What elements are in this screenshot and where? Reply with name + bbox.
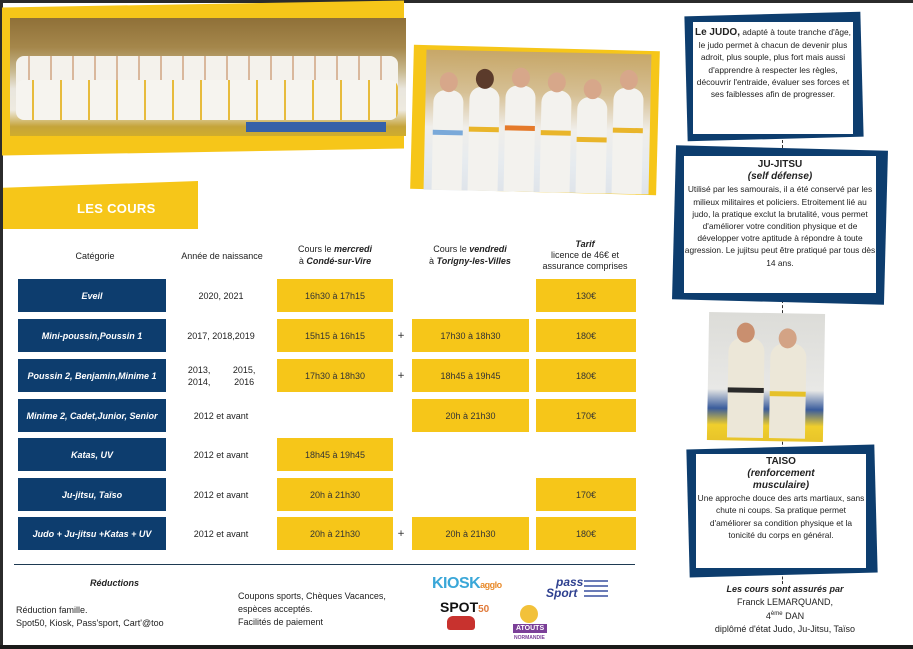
category-cell (18, 438, 166, 471)
judo-box-title: Le JUDO, (694, 27, 740, 38)
category-line: Poussin 1 (99, 330, 143, 341)
spot50-logo-num: 50 (478, 604, 490, 615)
rank-text: DAN (785, 611, 805, 621)
instructor-rank (690, 608, 880, 623)
passsport-logo (546, 577, 583, 599)
frame-top (0, 0, 913, 3)
year-line: 2017, 2018, (187, 330, 235, 341)
category-line: Junior, Senior (97, 410, 158, 421)
friday-time-cell: 17h30 à 18h30 (412, 319, 529, 352)
passsport-logo-sport: Sport (546, 586, 578, 600)
header-text: Cours le (297, 244, 332, 254)
birth-year-cell (176, 279, 266, 312)
category-cell (18, 279, 166, 312)
payment-line: Coupons sports, Chèques Vacances, (238, 591, 386, 601)
category-line: Katas + UV (104, 528, 152, 539)
year-line: 2012 et avant (193, 489, 249, 500)
price-cell: 130€ (536, 279, 636, 312)
taiso-box-text: Une approche douce des arts martiaux, sans chute ni coups. Sa pratique permet d'améliorer sa condition physique et la tonicité du corps en général. (697, 493, 865, 540)
year-line: 2020, 2021 (198, 290, 244, 301)
plus-sign: + (397, 370, 405, 381)
header-wednesday (270, 243, 400, 267)
reductions-line: Spot50, Kiosk, Pass'sport, Cart'@too (16, 618, 164, 628)
header-place: Condé-sur-Vire (306, 256, 372, 266)
category-line: Ju-jitsu, Taïso (61, 489, 123, 500)
instructor-info (690, 583, 880, 635)
header-text: Cours le (433, 244, 467, 254)
reductions-title: Réductions (90, 578, 140, 588)
paren: ) (805, 480, 810, 492)
jujitsu-box (684, 156, 876, 293)
judo-box-text: adapté à toute tranche d'âge, le judo permet à chacun de devenir plus adroit, plus souple, plus fort mais aussi d'apprendre à respecter les règles, découvrir l'entraide, évaluer ses forces et ses faiblesses afin de progresser. (696, 27, 852, 100)
spot50-logo-text: SPOT (440, 599, 479, 615)
instructor-heading: Les cours sont assurés par (726, 584, 844, 594)
jujitsu-box-text: Utilisé par les samourais, il a été conservé par les milieux militaires et policiers. Etroitement lié au judo, la pratique exclut la brutalité, vous permet d'améliorer votre condition physique et de développer votre aptitude à répondre à toute agression. Le jujitsu peut être pratiqué par tous dès 14 ans. (684, 184, 876, 268)
atouts-subtext: NORMANDIE (514, 635, 545, 641)
header-day: mercredi (334, 244, 373, 254)
category-line: Minime 1 (118, 370, 157, 381)
year-line: 2019 (234, 330, 255, 341)
header-tarif (530, 239, 640, 272)
wednesday-time-cell: 20h à 21h30 (277, 517, 393, 550)
birth-year-cell (176, 359, 266, 392)
header-day: vendredi (469, 244, 507, 254)
category-line: Poussin 2, Benjamin, (27, 370, 118, 381)
category-line: Minime 2, Cadet, (26, 410, 98, 421)
year-line: 2015, 2016 (232, 364, 256, 387)
passsport-logo-pass: pass (556, 575, 584, 589)
divider (14, 564, 635, 565)
passsport-stripes-icon (584, 580, 608, 598)
jujitsu-box-subtitle: (self défense) (747, 171, 813, 183)
birth-year-cell (176, 478, 266, 511)
category-line: Judo + Ju-jitsu + (32, 528, 105, 539)
taiso-subtitle-2: musculaire (752, 480, 806, 492)
price-cell: 170€ (536, 478, 636, 511)
category-cell (18, 517, 166, 550)
jujitsu-box-title: JU-JITSU (757, 159, 803, 170)
kiosk-logo (432, 575, 502, 593)
header-birth-year: Année de naissance (181, 251, 263, 261)
instructor-diploma: diplômé d'état Judo, Ju-Jitsu, Taïso (714, 623, 856, 634)
category-line: Mini-poussin, (41, 330, 100, 341)
section-title: LES COURS (77, 201, 156, 216)
payment-line: Facilités de paiement (238, 617, 324, 627)
birth-year-cell (176, 399, 266, 432)
rank-num: 4 (765, 611, 771, 621)
judo-box (693, 22, 853, 134)
birth-year-cell (176, 517, 266, 550)
reductions-text (16, 604, 164, 630)
rank-sup: ème (770, 611, 783, 617)
friday-time-cell: 18h45 à 19h45 (412, 359, 529, 392)
header-text: à (298, 256, 304, 266)
header-tarif-title: Tarif (575, 239, 595, 249)
year-line: 2012 et avant (193, 410, 249, 421)
wednesday-time-cell: 16h30 à 17h15 (277, 279, 393, 312)
header-place: Torigny-les-Villes (436, 256, 511, 266)
wednesday-time-cell: 18h45 à 19h45 (277, 438, 393, 471)
header-text: à (429, 256, 435, 266)
header-tarif-line: assurance comprises (542, 261, 628, 271)
birth-year-cell (176, 319, 266, 352)
price-cell: 180€ (536, 319, 636, 352)
atouts-logo: ATOUTS (513, 624, 547, 633)
price-cell: 180€ (536, 359, 636, 392)
taiso-box (696, 454, 866, 568)
year-line: 2013, 2014, (187, 364, 211, 387)
taiso-subtitle-1: renforcement (750, 468, 815, 480)
payment-line: espèces acceptés. (238, 604, 313, 614)
spot50-logo (440, 599, 489, 615)
kiosk-logo-text: KIOSK (432, 575, 481, 592)
year-line: 2012 et avant (193, 528, 249, 539)
paren: ( (747, 468, 751, 480)
instructor-name: Franck LEMARQUAND, (736, 596, 834, 607)
group-photo (10, 18, 406, 136)
category-line: Eveil (81, 290, 103, 301)
birth-year-cell (176, 438, 266, 471)
taiso-box-title: TAISO (766, 456, 796, 467)
price-cell: 170€ (536, 399, 636, 432)
plus-sign: + (397, 330, 405, 341)
plus-sign: + (397, 528, 405, 539)
kids-medals-photo (424, 50, 652, 195)
wednesday-time-cell: 20h à 21h30 (277, 478, 393, 511)
jujitsu-photo (707, 312, 825, 442)
category-cell (18, 399, 166, 432)
category-cell (18, 359, 166, 392)
category-line: Katas, UV (70, 449, 114, 460)
category-cell (18, 319, 166, 352)
header-tarif-line: licence de 46€ et (550, 250, 620, 260)
payment-text (238, 590, 386, 629)
atouts-character-icon (520, 605, 538, 623)
taiso-box-subtitle (696, 468, 866, 492)
wednesday-time-cell: 15h15 à 16h15 (277, 319, 393, 352)
sneakers-icon (447, 616, 475, 630)
header-category: Catégorie (75, 251, 115, 261)
kiosk-logo-suffix: agglo (480, 580, 502, 590)
friday-time-cell: 20h à 21h30 (412, 399, 529, 432)
header-friday (405, 243, 535, 267)
wednesday-time-cell: 17h30 à 18h30 (277, 359, 393, 392)
price-cell: 180€ (536, 517, 636, 550)
reductions-line: Réduction famille. (16, 605, 88, 615)
category-cell (18, 478, 166, 511)
friday-time-cell: 20h à 21h30 (412, 517, 529, 550)
frame-bottom (0, 645, 913, 649)
year-line: 2012 et avant (193, 449, 249, 460)
